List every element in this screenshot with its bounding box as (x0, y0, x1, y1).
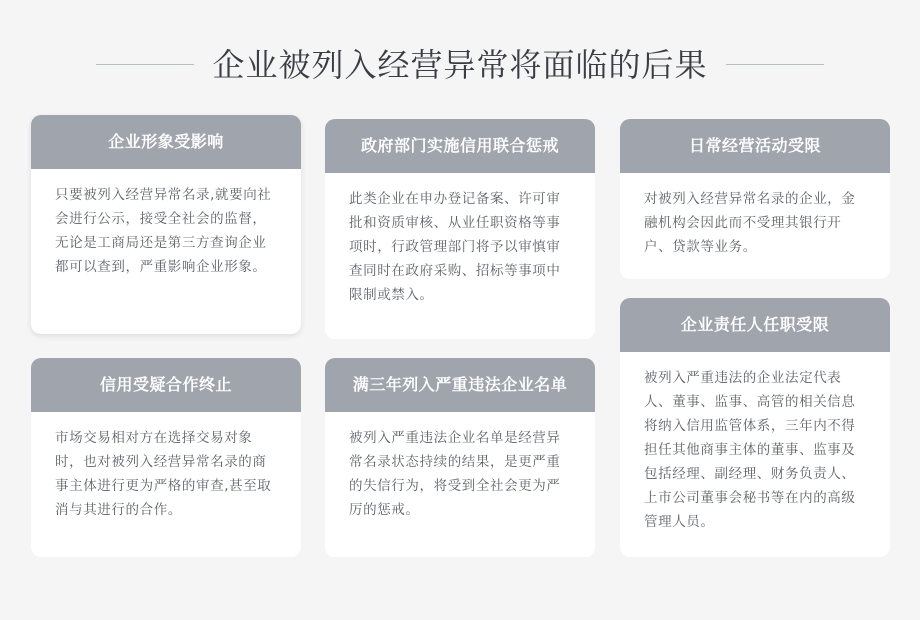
card-heading: 满三年列入严重违法企业名单 (325, 358, 595, 412)
card-heading: 信用受疑合作终止 (31, 358, 301, 412)
card-business-restricted (620, 119, 890, 279)
card-text: 被列入严重违法企业名单是经营异常名录状态持续的结果，是更严重的失信行为，将受到全社会更为严厉的惩戒。 (349, 430, 561, 518)
card-heading: 企业形象受影响 (31, 115, 301, 169)
card-text: 市场交易相对方在选择交易对象时，也对被列入经营异常名录的商事主体进行更为严格的审查,甚至取消与其进行的合作。 (55, 430, 272, 518)
card-text: 对被列入经营异常名录的企业，金融机构会因此而不受理其银行开户、贷款等业务。 (644, 191, 856, 255)
card-heading: 日常经营活动受限 (620, 119, 890, 173)
card-text: 被列入严重违法的企业法定代表人、董事、监事、高管的相关信息将纳入信用监管体系，三年内不得担任其他商事主体的董事、监事及包括经理、副经理、财务负责人、上市公司董事会秘书等在内的高级管理人员。 (644, 370, 856, 530)
title-row (0, 40, 920, 90)
card-serious-violation-list (325, 358, 595, 557)
card-heading: 政府部门实施信用联合惩戒 (325, 119, 595, 173)
card-text: 此类企业在申办登记备案、许可审批和资质审核、从业任职资格等事项时，行政管理部门将予以审慎审查同时在政府采购、招标等事项中限制或禁入。 (349, 191, 561, 303)
title-divider-left (96, 64, 194, 65)
page-title: 企业被列入经营异常将面临的后果 (212, 46, 708, 84)
card-government-punishment (325, 119, 595, 339)
card-text: 只要被列入经营异常名录,就要向社会进行公示，接受全社会的监督，无论是工商局还是第三方查询企业都可以查到，严重影响企业形象。 (55, 187, 272, 275)
title-divider-right (726, 64, 824, 65)
card-credit-doubt (31, 358, 301, 557)
card-heading: 企业责任人任职受限 (620, 298, 890, 352)
card-image-impact (31, 115, 301, 334)
card-responsible-person-restricted (620, 298, 890, 557)
